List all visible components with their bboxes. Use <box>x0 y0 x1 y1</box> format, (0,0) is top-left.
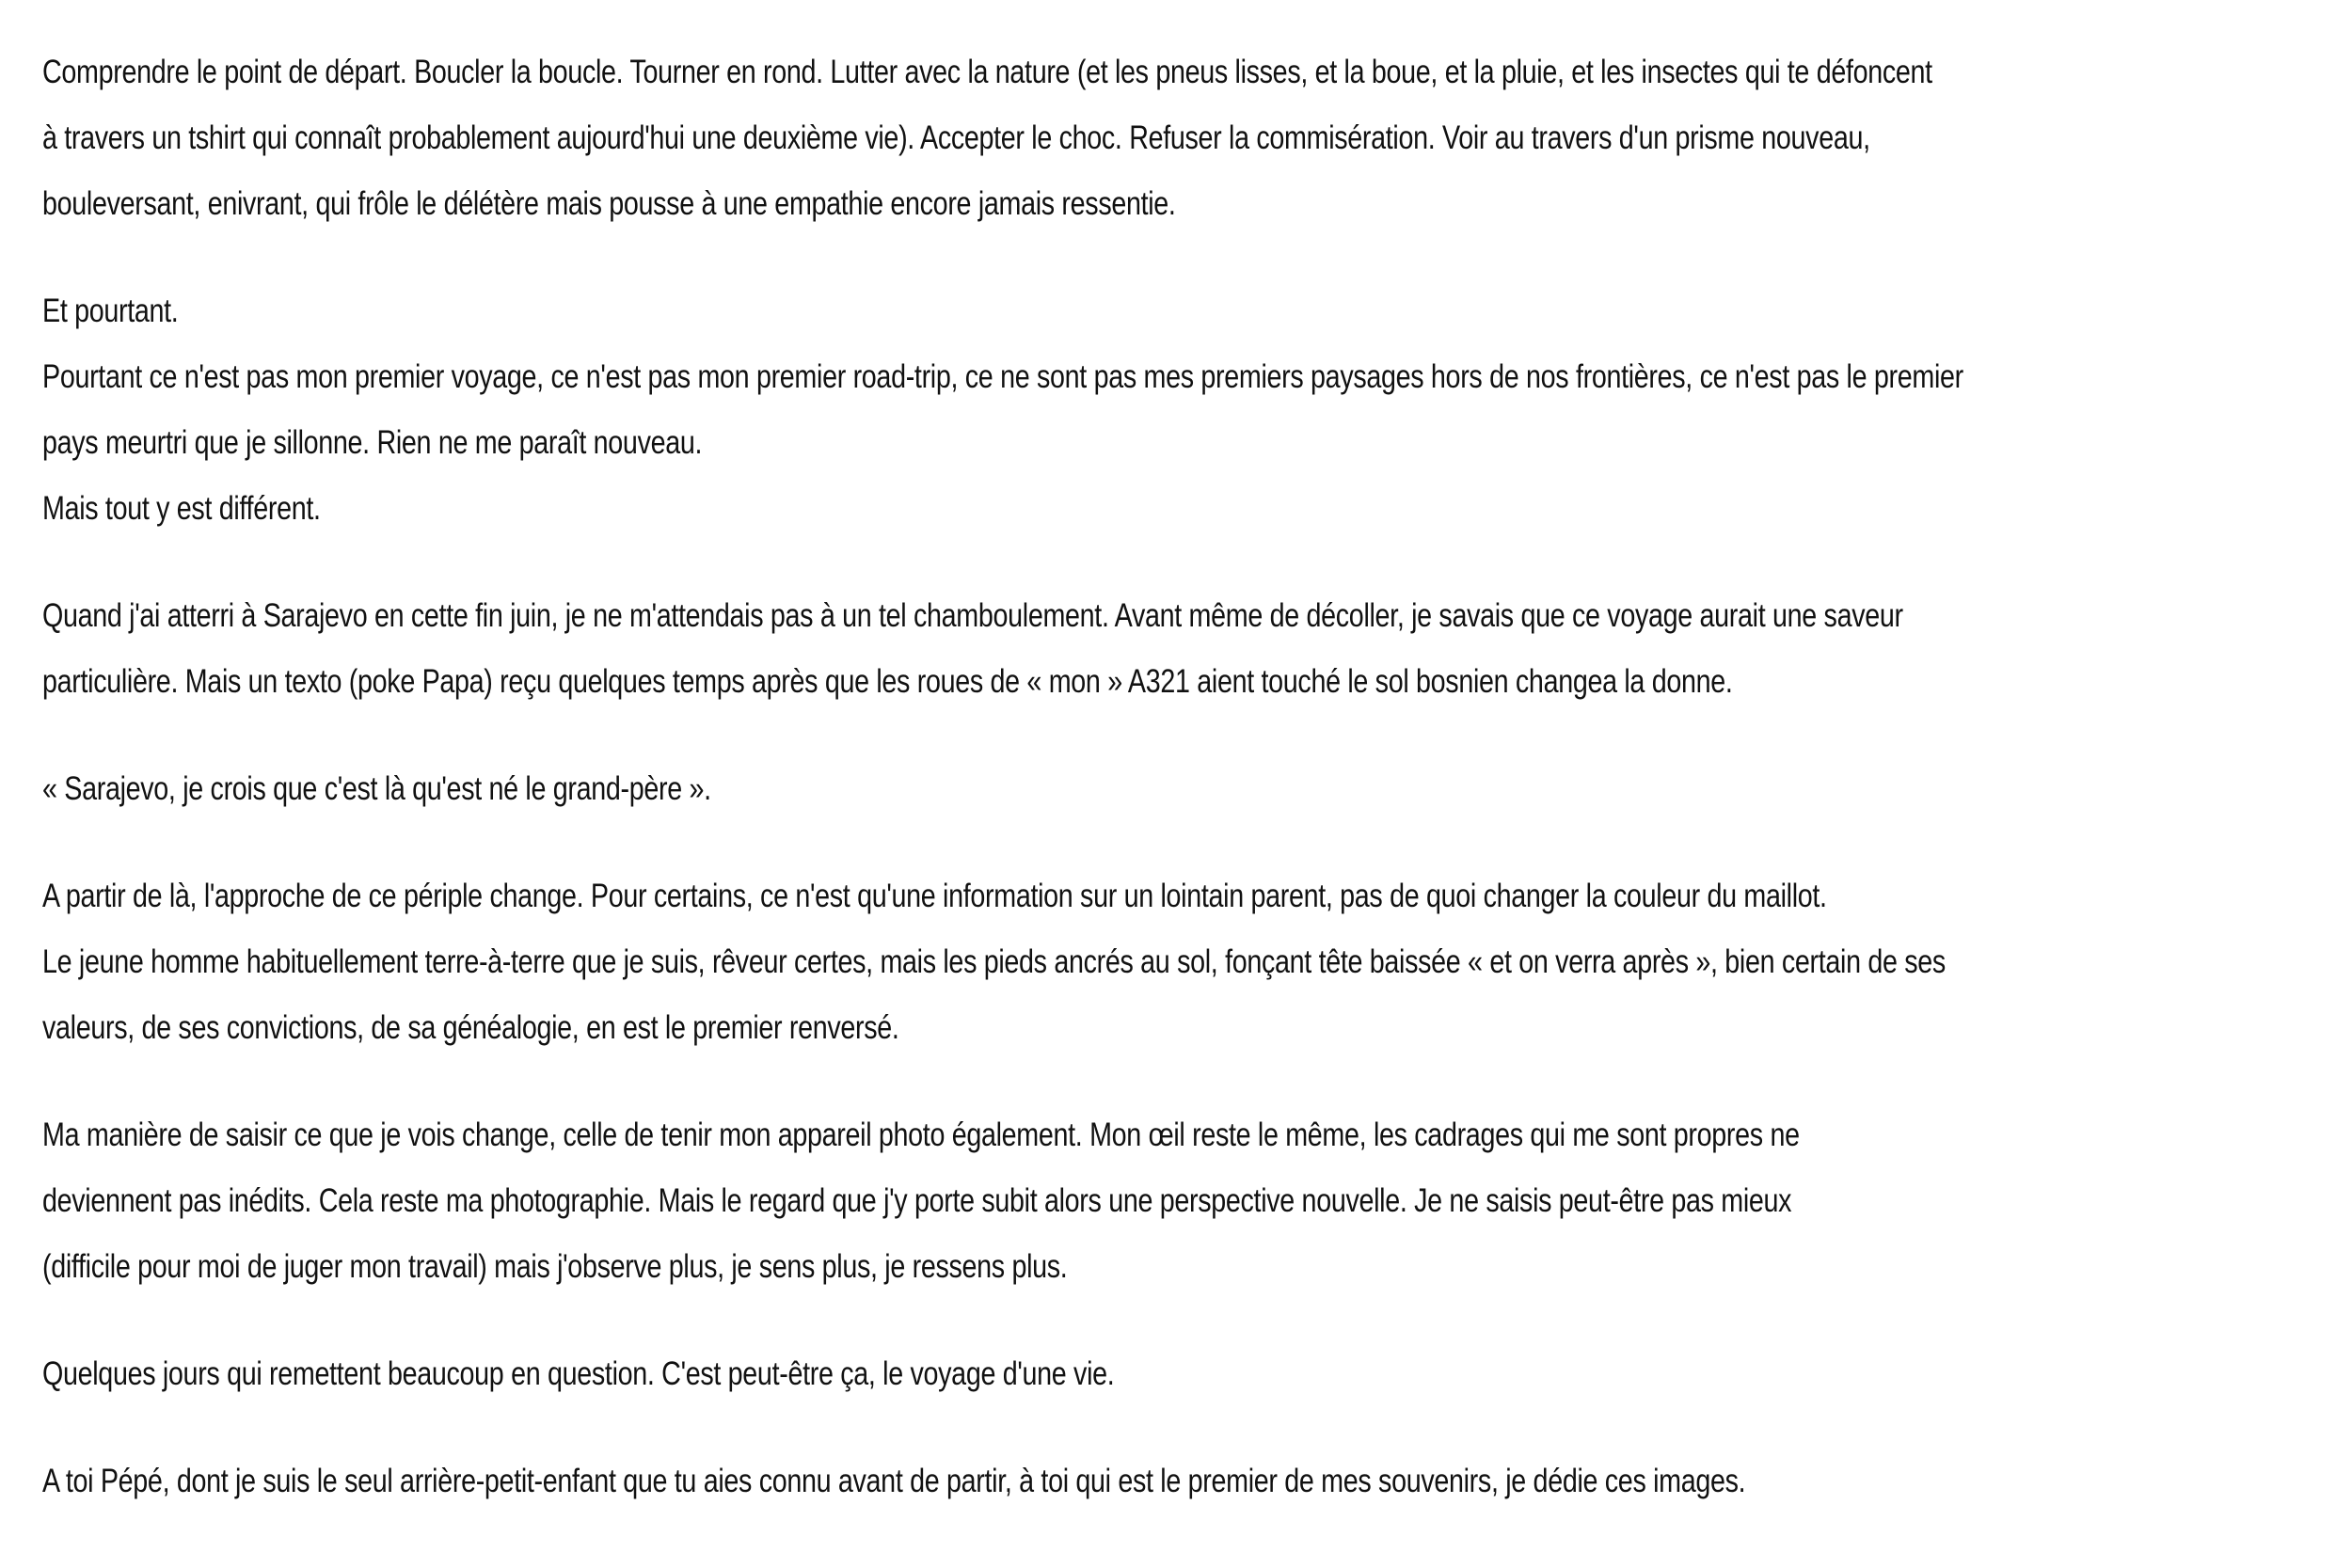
paragraph-6 <box>42 1102 1917 1300</box>
text-line: Pourtant ce n'est pas mon premier voyage, ce n'est pas mon premier road-trip, ce ne sont pas mes premiers paysages hors de nos frontières, ce n'est pas le premier <box>42 358 1963 395</box>
text-line: pays meurtri que je sillonne. Rien ne me paraît nouveau. <box>42 424 703 461</box>
text-line: Quelques jours qui remettent beaucoup en question. C'est peut-être ça, le voyage d'une vie. <box>42 1355 1115 1392</box>
text-line: Quand j'ai atterri à Sarajevo en cette fin juin, je ne m'attendais pas à un tel chamboulement. Avant même de décoller, je savais que ce voyage aurait une saveur <box>42 597 1903 634</box>
text-line: particulière. Mais un texto (poke Papa) reçu quelques temps après que les roues de « mon » A321 aient touché le sol bosnien changea la donne. <box>42 663 1733 700</box>
text-line: à travers un tshirt qui connaît probablement aujourd'hui une deuxième vie). Accepter le choc. Refuser la commisération. Voir au travers d'un prisme nouveau, <box>42 119 1870 156</box>
paragraph-7 <box>42 1341 1917 1407</box>
text-line: A partir de là, l'approche de ce périple change. Pour certains, ce n'est qu'une information sur un lointain parent, pas de quoi changer la couleur du maillot. <box>42 878 1827 914</box>
text-line: bouleversant, enivrant, qui frôle le délétère mais pousse à une empathie encore jamais ressentie. <box>42 185 1176 222</box>
text-line: Ma manière de saisir ce que je vois change, celle de tenir mon appareil photo également. Mon œil reste le même, les cadrages qui me sont propres ne <box>42 1117 1800 1153</box>
paragraph-1 <box>42 40 1932 237</box>
paragraph-3 <box>42 583 1917 715</box>
paragraph-8 <box>42 1449 1917 1514</box>
text-line: Comprendre le point de départ. Boucler la boucle. Tourner en rond. Lutter avec la nature (et les pneus lisses, et la boue, et la pluie, et les insectes qui te défoncent <box>42 54 1932 90</box>
paragraph-5 <box>42 863 1946 1061</box>
paragraph-2 <box>42 278 1963 542</box>
text-line: Mais tout y est différent. <box>42 490 321 527</box>
text-line: « Sarajevo, je crois que c'est là qu'est né le grand-père ». <box>42 770 711 807</box>
text-line: A toi Pépé, dont je suis le seul arrière-petit-enfant que tu aies connu avant de partir, à toi qui est le premier de mes souvenirs, je dédie ces images. <box>42 1463 1746 1499</box>
text-line: Le jeune homme habituellement terre-à-terre que je suis, rêveur certes, mais les pieds ancrés au sol, fonçant tête baissée « et on verra après », bien certain de ses <box>42 943 1946 980</box>
text-line: (difficile pour moi de juger mon travail) mais j'observe plus, je sens plus, je ressens plus. <box>42 1248 1068 1285</box>
paragraph-4 <box>42 756 1917 822</box>
text-line: Et pourtant. <box>42 293 179 329</box>
text-line: deviennent pas inédits. Cela reste ma photographie. Mais le regard que j'y porte subit alors une perspective nouvelle. Je ne saisis peut-être pas mieux <box>42 1182 1792 1219</box>
text-line: valeurs, de ses convictions, de sa généalogie, en est le premier renversé. <box>42 1009 899 1046</box>
document-body <box>42 40 1963 1556</box>
